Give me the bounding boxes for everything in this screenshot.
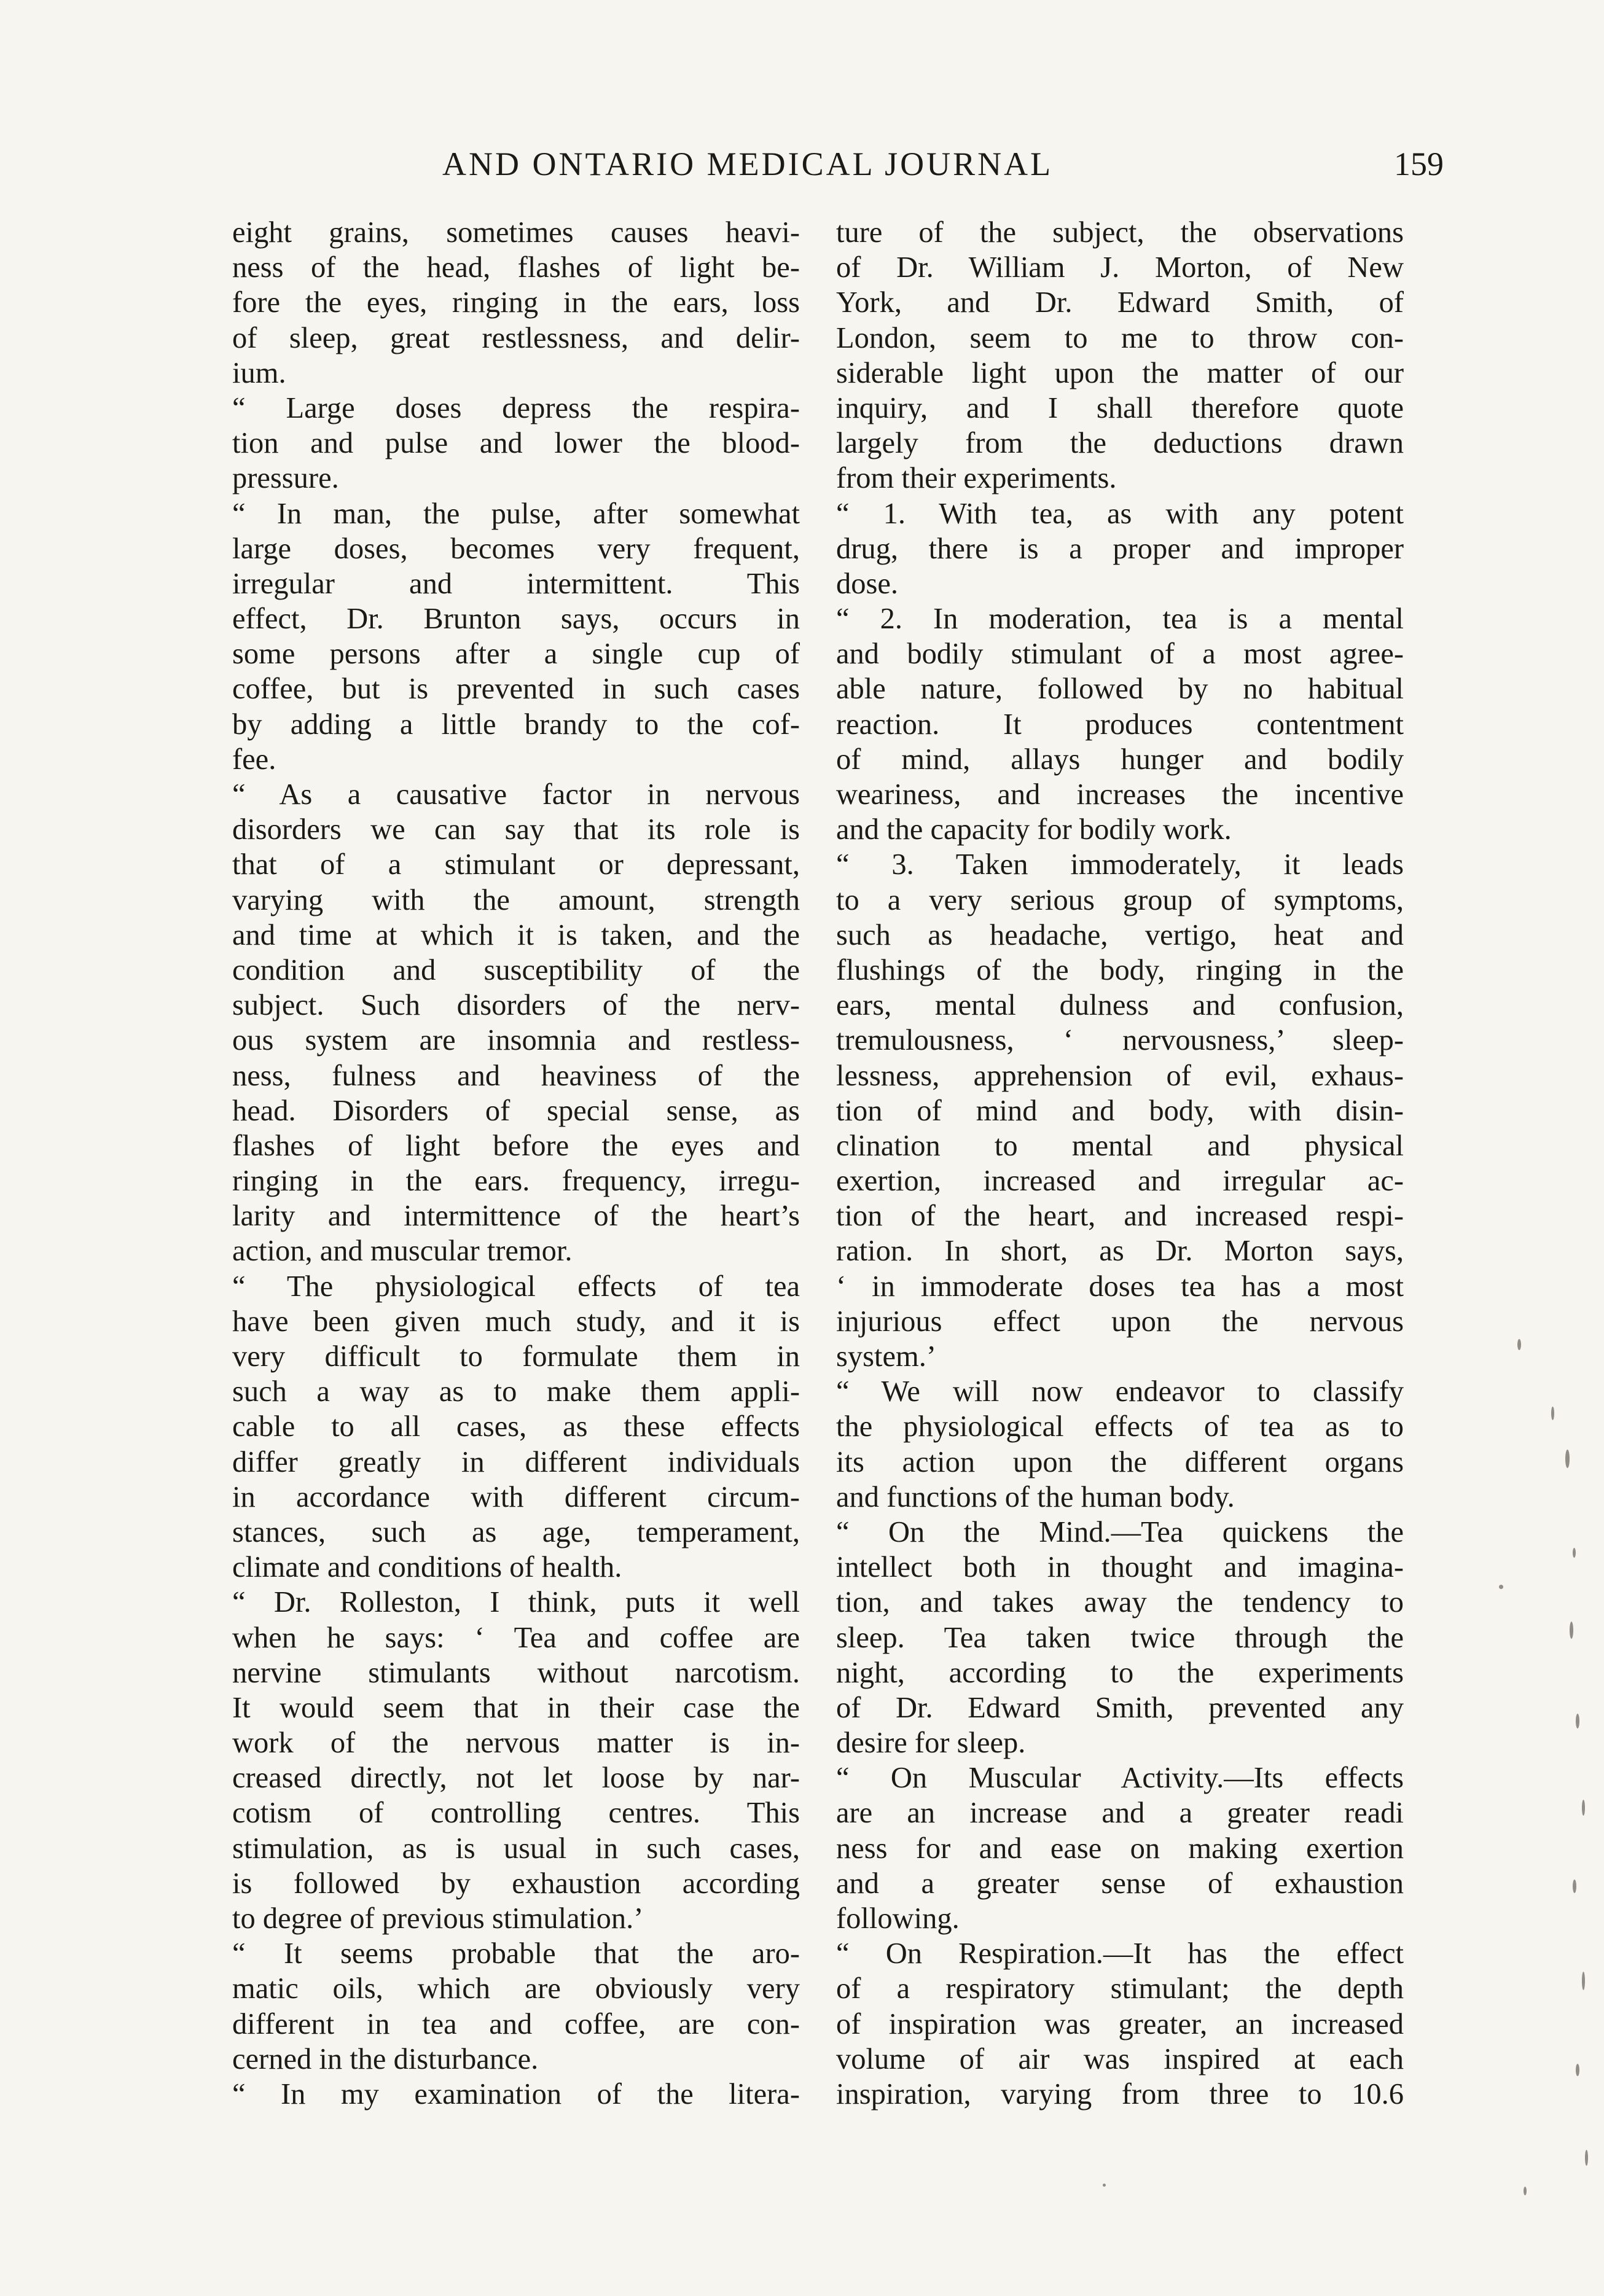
text-line: ringing in the ears. frequency, irregu-: [232, 1165, 800, 1198]
text-line: head. Disorders of special sense, as: [232, 1094, 800, 1127]
page-number: 159: [1394, 146, 1444, 182]
text-line: nervine stimulants without narcotism.: [232, 1656, 800, 1689]
text-line: matic oils, which are obviously very: [232, 1972, 800, 2005]
right-text-column: [836, 215, 1404, 2112]
text-line: lessness, apprehension of evil, exhaus-: [836, 1059, 1404, 1092]
text-line: “ The physiological effects of tea: [232, 1270, 800, 1303]
text-line: “ On the Mind.—Tea quickens the: [836, 1515, 1404, 1548]
text-line: of sleep, great restlessness, and delir-: [232, 321, 800, 354]
text-line: tremulousness, ‘ nervousness,’ sleep-: [836, 1024, 1404, 1057]
text-line: following.: [836, 1902, 960, 1935]
running-title: AND ONTARIO MEDICAL JOURNAL: [442, 146, 1054, 182]
text-line: ration. In short, as Dr. Morton says,: [836, 1235, 1404, 1268]
text-line: are an increase and a greater readi: [836, 1797, 1404, 1830]
text-line: and the capacity for bodily work.: [836, 813, 1232, 846]
text-line: of Dr. William J. Morton, of New: [836, 251, 1404, 284]
text-line: weariness, and increases the incentive: [836, 778, 1404, 811]
text-line: “ On Respiration.—It has the effect: [836, 1937, 1404, 1970]
text-line: such a way as to make them appli-: [232, 1375, 800, 1408]
text-line: ears, mental dulness and confusion,: [836, 989, 1404, 1022]
text-line: tion of mind and body, with disin-: [836, 1094, 1404, 1127]
text-line: fore the eyes, ringing in the ears, loss: [232, 286, 800, 319]
text-line: volume of air was inspired at each: [836, 2042, 1404, 2075]
text-line: able nature, followed by no habitual: [836, 673, 1404, 706]
text-line: desire for sleep.: [836, 1727, 1026, 1760]
left-text-column: [232, 215, 800, 2112]
text-line: and functions of the human body.: [836, 1480, 1235, 1513]
text-line: subject. Such disorders of the nerv-: [232, 989, 800, 1022]
text-line: of Dr. Edward Smith, prevented any: [836, 1691, 1404, 1724]
text-line: of inspiration was greater, an increased: [836, 2007, 1404, 2040]
text-line: action, and muscular tremor.: [232, 1235, 573, 1268]
text-line: cerned in the disturbance.: [232, 2042, 539, 2075]
text-line: ness of the head, flashes of light be-: [232, 251, 800, 284]
text-line: “ 3. Taken immoderately, it leads: [836, 848, 1404, 881]
text-line: “ In man, the pulse, after somewhat: [232, 497, 800, 530]
text-line: different in tea and coffee, are con-: [232, 2007, 800, 2040]
text-line: tion of the heart, and increased respi-: [836, 1200, 1404, 1233]
text-line: reaction. It produces contentment: [836, 708, 1404, 741]
text-line: system.’: [836, 1340, 937, 1373]
text-line: ture of the subject, the observations: [836, 216, 1404, 249]
text-line: climate and conditions of health.: [232, 1551, 622, 1584]
text-line: ium.: [232, 356, 286, 389]
text-line: to degree of previous stimulation.’: [232, 1902, 644, 1935]
text-line: clination to mental and physical: [836, 1129, 1404, 1162]
text-line: York, and Dr. Edward Smith, of: [836, 286, 1404, 319]
text-line: varying with the amount, strength: [232, 883, 800, 916]
text-line: exertion, increased and irregular ac-: [836, 1165, 1404, 1198]
text-line: inquiry, and I shall therefore quote: [836, 391, 1404, 424]
text-line: largely from the deductions drawn: [836, 427, 1404, 460]
text-line: to a very serious group of symptoms,: [836, 883, 1404, 916]
text-line: “ It seems probable that the aro-: [232, 1937, 800, 1970]
text-line: inspiration, varying from three to 10.6: [836, 2077, 1404, 2111]
text-line: of mind, allays hunger and bodily: [836, 743, 1404, 776]
text-line: ‘ in immoderate doses tea has a most: [836, 1270, 1404, 1303]
text-line: some persons after a single cup of: [232, 638, 800, 671]
text-line: when he says: ‘ Tea and coffee are: [232, 1621, 800, 1654]
text-line: irregular and intermittent. This: [232, 567, 800, 600]
text-line: “ 2. In moderation, tea is a mental: [836, 603, 1404, 636]
text-line: cotism of controlling centres. This: [232, 1797, 800, 1830]
text-line: flushings of the body, ringing in the: [836, 953, 1404, 986]
text-line: siderable light upon the matter of our: [836, 356, 1404, 389]
text-line: ness, fulness and heaviness of the: [232, 1059, 800, 1092]
text-line: of a respiratory stimulant; the depth: [836, 1972, 1404, 2005]
text-line: “ On Muscular Activity.—Its effects: [836, 1762, 1404, 1795]
text-line: and time at which it is taken, and the: [232, 918, 800, 951]
text-line: the physiological effects of tea as to: [836, 1410, 1404, 1443]
text-line: “ We will now endeavor to classify: [836, 1375, 1404, 1408]
text-line: differ greatly in different individuals: [232, 1445, 800, 1478]
text-line: eight grains, sometimes causes heavi-: [232, 216, 800, 249]
text-line: that of a stimulant or depressant,: [232, 848, 800, 881]
text-line: coffee, but is prevented in such cases: [232, 673, 800, 706]
text-line: very difficult to formulate them in: [232, 1340, 800, 1373]
text-line: injurious effect upon the nervous: [836, 1305, 1404, 1338]
text-line: stimulation, as is usual in such cases,: [232, 1832, 800, 1865]
text-line: “ As a causative factor in nervous: [232, 778, 800, 811]
text-line: flashes of light before the eyes and: [232, 1129, 800, 1162]
text-line: effect, Dr. Brunton says, occurs in: [232, 603, 800, 636]
text-line: tion and pulse and lower the blood-: [232, 427, 800, 460]
text-line: work of the nervous matter is in-: [232, 1727, 800, 1760]
text-line: have been given much study, and it is: [232, 1305, 800, 1338]
text-line: and bodily stimulant of a most agree-: [836, 638, 1404, 671]
text-line: by adding a little brandy to the cof-: [232, 708, 800, 741]
text-line: tion, and takes away the tendency to: [836, 1586, 1404, 1619]
text-line: “ Dr. Rolleston, I think, puts it well: [232, 1586, 800, 1619]
text-line: is followed by exhaustion according: [232, 1867, 800, 1900]
text-line: “ In my examination of the litera-: [232, 2077, 800, 2111]
text-line: sleep. Tea taken twice through the: [836, 1621, 1404, 1654]
text-line: night, according to the experiments: [836, 1656, 1404, 1689]
text-line: drug, there is a proper and improper: [836, 532, 1404, 565]
text-line: disorders we can say that its role is: [232, 813, 800, 846]
text-line: creased directly, not let loose by nar-: [232, 1762, 800, 1795]
text-line: from their experiments.: [836, 462, 1117, 495]
text-line: “ 1. With tea, as with any potent: [836, 497, 1404, 530]
text-line: ness for and ease on making exertion: [836, 1832, 1404, 1865]
text-line: large doses, becomes very frequent,: [232, 532, 800, 565]
text-line: in accordance with different circum-: [232, 1480, 800, 1513]
text-line: ous system are insomnia and restless-: [232, 1024, 800, 1057]
text-line: dose.: [836, 567, 899, 600]
text-line: stances, such as age, temperament,: [232, 1515, 800, 1548]
text-line: London, seem to me to throw con-: [836, 321, 1404, 354]
text-line: cable to all cases, as these effects: [232, 1410, 800, 1443]
text-line: “ Large doses depress the respira-: [232, 391, 800, 424]
text-line: larity and intermittence of the heart’s: [232, 1200, 800, 1233]
text-line: pressure.: [232, 462, 339, 495]
text-line: intellect both in thought and imagina-: [836, 1551, 1404, 1584]
text-line: condition and susceptibility of the: [232, 953, 800, 986]
text-line: such as headache, vertigo, heat and: [836, 918, 1404, 951]
text-line: fee.: [232, 743, 276, 776]
text-line: and a greater sense of exhaustion: [836, 1867, 1404, 1900]
text-line: It would seem that in their case the: [232, 1691, 800, 1724]
text-line: its action upon the different organs: [836, 1445, 1404, 1478]
page-header: [221, 145, 1444, 200]
